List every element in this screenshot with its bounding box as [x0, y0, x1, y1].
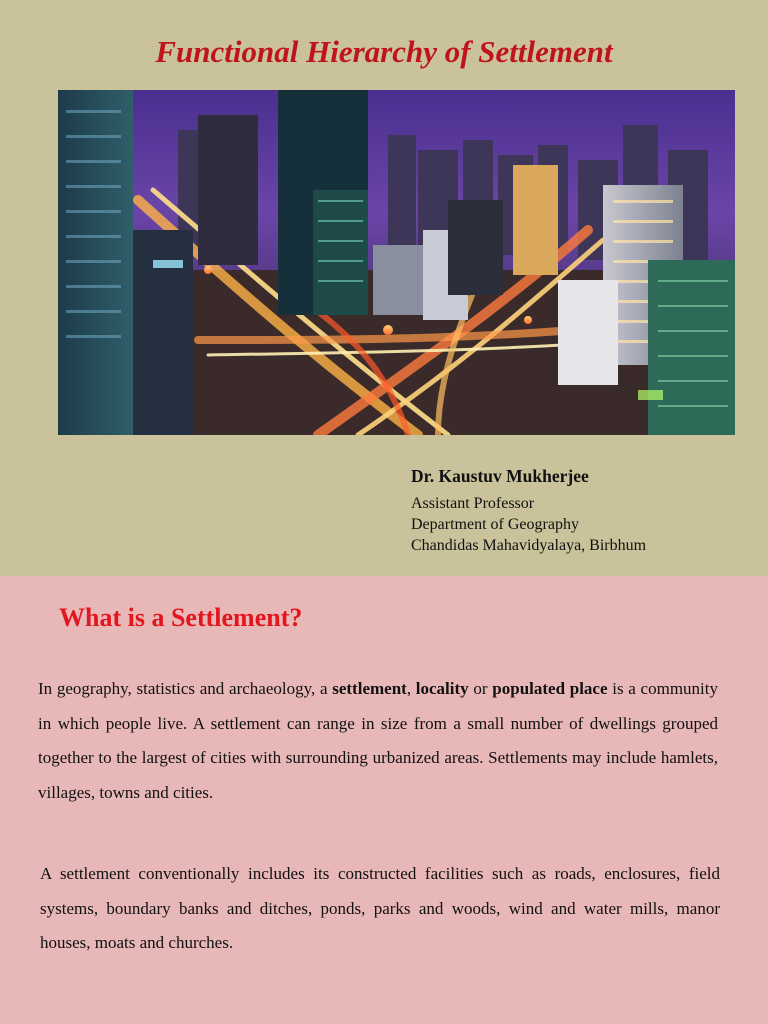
para1-text-2: ,: [406, 679, 416, 698]
para1-text-4: is a community in which people live. A settlement can range in size from a small number of dwellings grouped together to the largest of cities with surrounding urbanized areas. Settlements may include hamlets, villages, towns and cities.: [38, 679, 718, 802]
city-illustration: [58, 90, 735, 435]
para1-text-3: or: [468, 679, 493, 698]
section-heading: What is a Settlement?: [59, 603, 303, 632]
author-department: Department of Geography: [411, 516, 579, 533]
author-institution: Chandidas Mahavidyalaya, Birbhum: [411, 537, 647, 554]
term-locality: locality: [415, 679, 469, 698]
city-night-photo: [58, 90, 735, 435]
para1-text-1: In geography, statistics and archaeology, a: [38, 679, 333, 698]
term-populated-place: populated place: [492, 679, 608, 698]
author-block: [411, 466, 646, 556]
author-name: Dr. Kaustuv Mukherjee: [411, 466, 589, 486]
slide-title: Functional Hierarchy of Settlement: [155, 34, 613, 69]
facilities-paragraph: A settlement conventionally includes its constructed facilities such as roads, enclosures, field systems, boundary banks and ditches, ponds, parks and woods, wind and water mills, manor houses, moats and churches.: [40, 864, 720, 952]
definition-paragraph: [38, 672, 718, 810]
term-settlement: settlement: [332, 679, 407, 698]
author-position: Assistant Professor: [411, 495, 535, 512]
